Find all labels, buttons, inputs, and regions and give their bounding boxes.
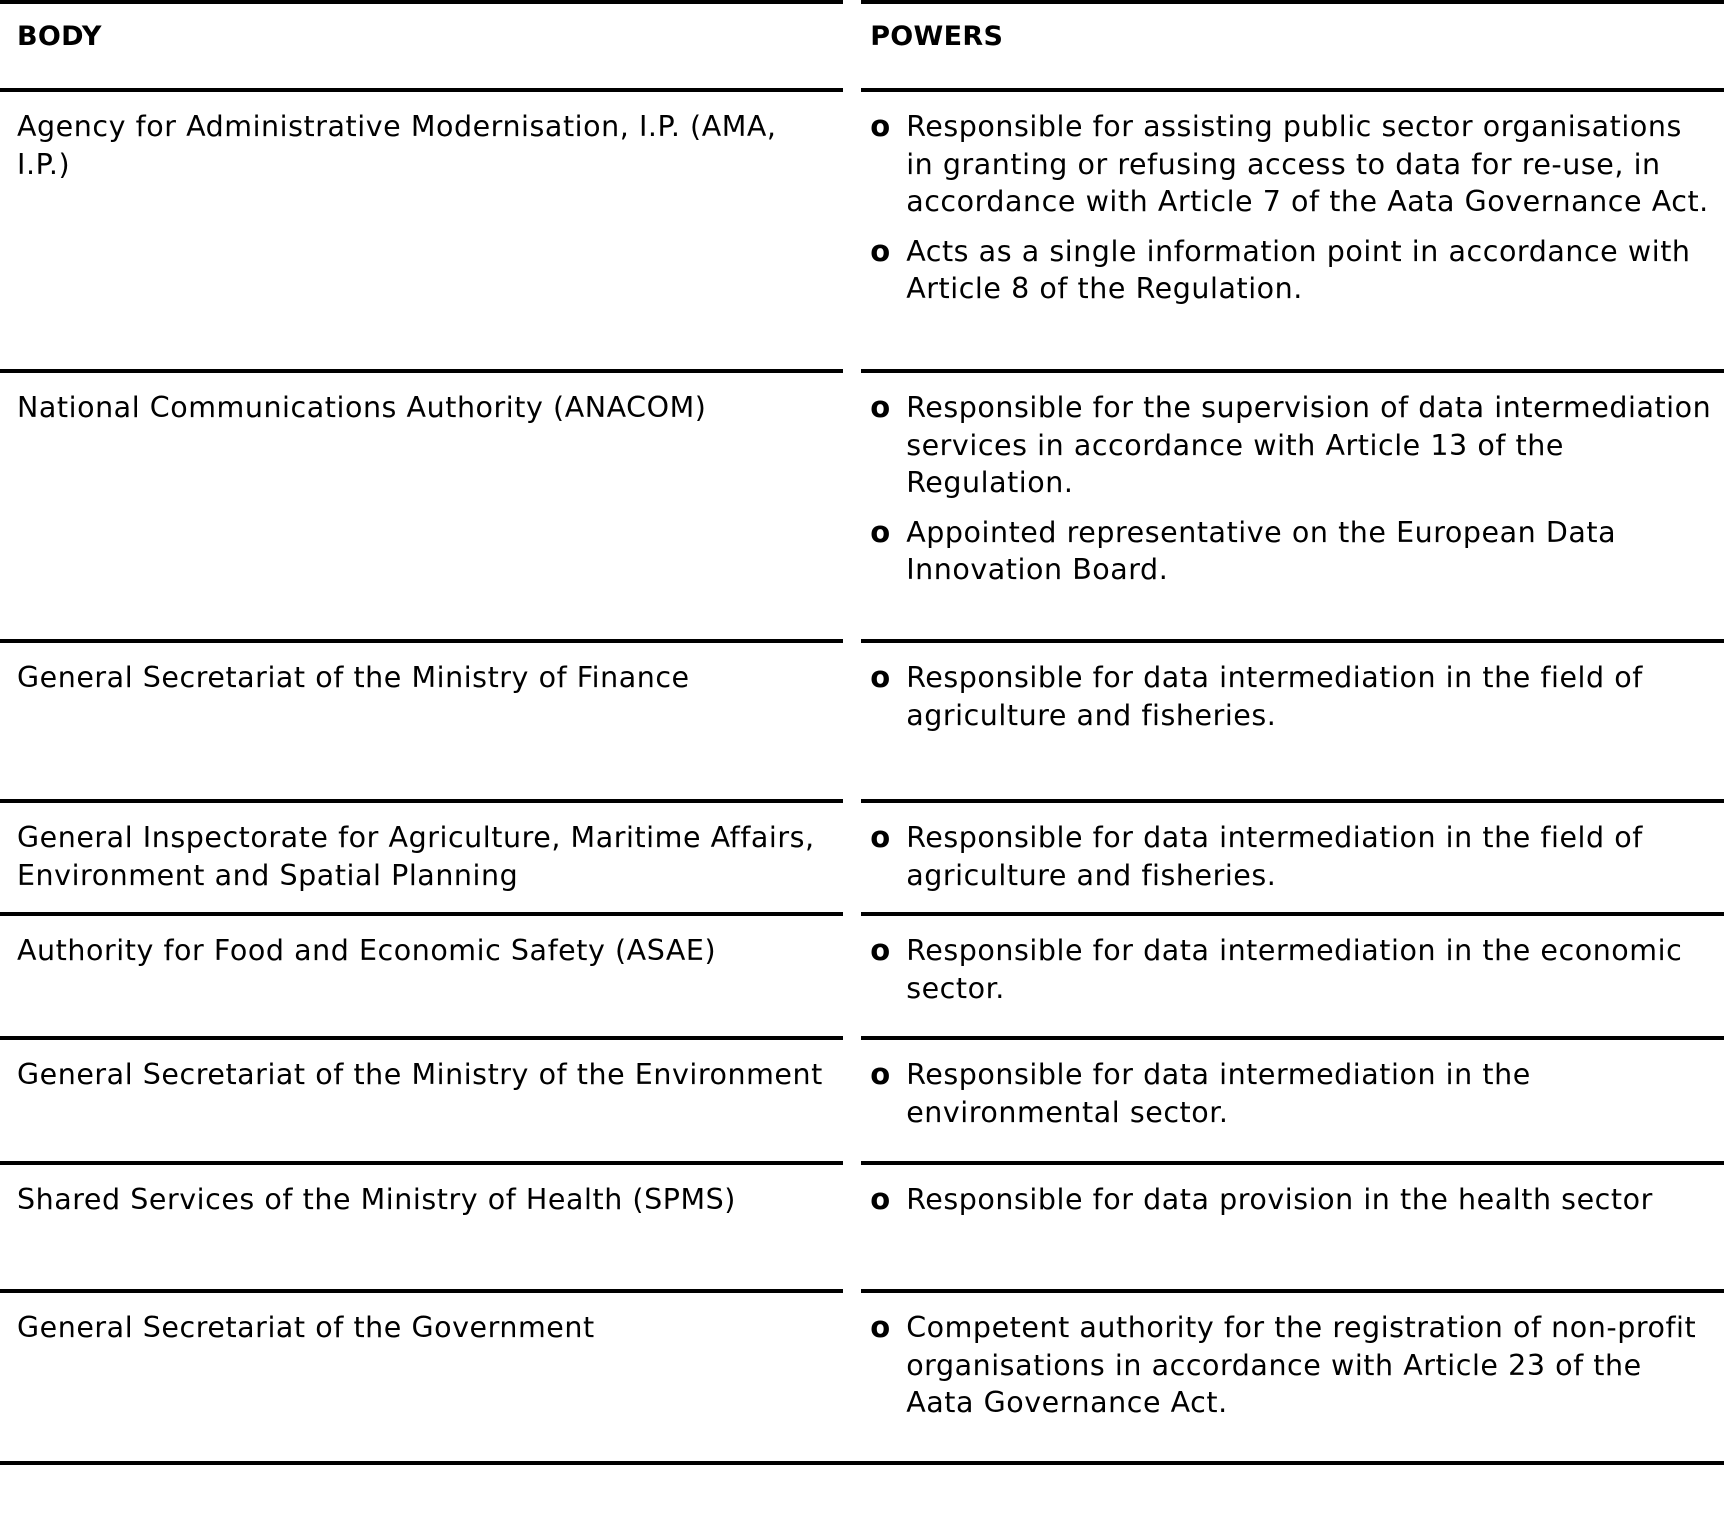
- powers-header-label: POWERS: [870, 21, 1004, 52]
- power-item: [870, 1181, 1714, 1219]
- body-cell: [0, 1289, 843, 1458]
- power-text: Responsible for assisting public sector organisations in granting or refusing access to data for re-use, in accordance with Article 7 of the Aata Governance Act.: [906, 110, 1709, 218]
- table-header-row: [0, 0, 1724, 88]
- power-item: [870, 1056, 1714, 1131]
- bullet-icon: o: [870, 233, 891, 268]
- power-item: [870, 389, 1714, 502]
- power-item: [870, 233, 1714, 308]
- power-text: Responsible for data intermediation in the field of agriculture and fisheries.: [906, 661, 1643, 732]
- bullet-icon: o: [870, 1057, 891, 1091]
- power-item: [870, 514, 1714, 589]
- power-item: [870, 108, 1714, 221]
- table-row: [0, 912, 1724, 1036]
- powers-cell: [861, 369, 1724, 639]
- body-cell: [0, 1036, 843, 1161]
- table-row: [0, 1036, 1724, 1161]
- body-column-header: [0, 0, 843, 88]
- powers-cell: [861, 1036, 1724, 1161]
- power-text: Competent authority for the registration of non-profit organisations in accordance with Article 23 of the Aata Governance Act.: [906, 1311, 1697, 1419]
- power-item: [870, 932, 1714, 1007]
- body-cell: [0, 912, 843, 1036]
- bullet-icon: o: [870, 109, 891, 143]
- body-name: National Communications Authority (ANACOM): [17, 391, 707, 424]
- power-item: [870, 819, 1714, 894]
- power-text: Responsible for data intermediation in the economic sector.: [906, 934, 1683, 1005]
- power-text: Acts as a single information point in accordance with Article 8 of the Regulation.: [906, 234, 1691, 305]
- powers-cell: [861, 88, 1724, 369]
- body-name: Authority for Food and Economic Safety (ASAE): [17, 934, 717, 967]
- table-row: [0, 88, 1724, 369]
- power-item: [870, 659, 1714, 734]
- body-name: General Secretariat of the Ministry of the Environment: [17, 1058, 823, 1091]
- power-text: Responsible for data intermediation in the environmental sector.: [906, 1058, 1531, 1129]
- body-cell: [0, 88, 843, 369]
- body-name: Shared Services of the Ministry of Health (SPMS): [17, 1183, 736, 1216]
- bullet-icon: o: [870, 1182, 891, 1216]
- body-name: General Secretariat of the Government: [17, 1311, 595, 1344]
- power-text: Responsible for data provision in the health sector: [906, 1183, 1653, 1216]
- power-text: Responsible for data intermediation in the field of agriculture and fisheries.: [906, 821, 1643, 892]
- powers-cell: [861, 1289, 1724, 1458]
- powers-cell: [861, 639, 1724, 799]
- bullet-icon: o: [870, 1310, 891, 1344]
- powers-cell: [861, 912, 1724, 1036]
- powers-cell: [861, 1161, 1724, 1289]
- body-header-label: BODY: [17, 21, 102, 52]
- body-cell: [0, 799, 843, 912]
- body-name: General Inspectorate for Agriculture, Maritime Affairs, Environment and Spatial Planning: [17, 821, 815, 892]
- table-row: [0, 1289, 1724, 1458]
- body-cell: [0, 1161, 843, 1289]
- table-row: [0, 799, 1724, 912]
- power-text: Responsible for the supervision of data intermediation services in accordance with Article 13 of the Regulation.: [906, 391, 1712, 499]
- bullet-icon: o: [870, 514, 891, 549]
- power-item: [870, 1309, 1714, 1422]
- powers-column-header: [861, 0, 1724, 88]
- power-text: Appointed representative on the European Data Innovation Board.: [906, 515, 1617, 586]
- table-row: [0, 369, 1724, 639]
- bullet-icon: o: [870, 933, 891, 967]
- bullet-icon: o: [870, 390, 891, 424]
- table-row: [0, 639, 1724, 799]
- powers-cell: [861, 799, 1724, 912]
- body-cell: [0, 639, 843, 799]
- bullet-icon: o: [870, 660, 891, 694]
- body-name: General Secretariat of the Ministry of Finance: [17, 661, 690, 694]
- body-name: Agency for Administrative Modernisation, I.P. (AMA, I.P.): [17, 110, 777, 181]
- table-bottom-rule: [0, 1461, 1724, 1465]
- table-row: [0, 1161, 1724, 1289]
- bullet-icon: o: [870, 820, 891, 854]
- body-cell: [0, 369, 843, 639]
